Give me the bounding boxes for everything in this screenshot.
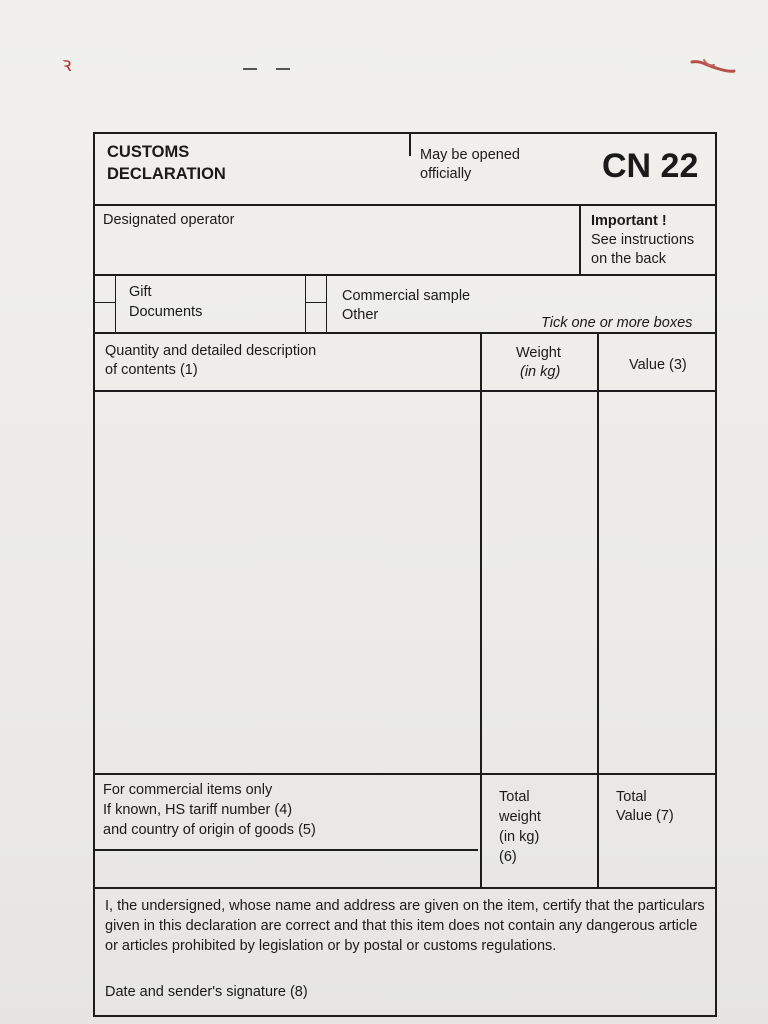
divider bbox=[95, 274, 715, 276]
total-weight-line2: weight bbox=[499, 809, 541, 825]
tick-boxes-hint: Tick one or more boxes bbox=[541, 315, 693, 331]
divider bbox=[597, 332, 599, 888]
divider bbox=[95, 204, 715, 206]
commercial-items-line1: For commercial items only bbox=[103, 782, 273, 798]
gift-label: Gift bbox=[129, 284, 152, 300]
commercial-sample-label: Commercial sample bbox=[342, 288, 471, 304]
pencil-dash bbox=[276, 68, 290, 70]
divider bbox=[95, 887, 715, 889]
contents-description-field[interactable] bbox=[97, 392, 479, 772]
value-field[interactable] bbox=[600, 392, 715, 772]
divider bbox=[579, 206, 581, 274]
total-value-line2: Value (7) bbox=[616, 808, 674, 824]
commercial-sample-checkbox[interactable] bbox=[305, 274, 327, 303]
signature-label: Date and sender's signature (8) bbox=[105, 984, 308, 1000]
form-title-line1: CUSTOMS bbox=[107, 143, 190, 161]
may-be-opened-line2: officially bbox=[420, 166, 472, 182]
signature-field[interactable] bbox=[97, 980, 713, 1015]
cn22-form bbox=[93, 132, 717, 1017]
documents-label: Documents bbox=[129, 304, 203, 320]
red-ink-smudge bbox=[690, 56, 736, 76]
see-instructions-line2: on the back bbox=[591, 251, 666, 267]
important-label: Important ! bbox=[591, 213, 667, 229]
declaration-text: I, the undersigned, whose name and address are given on the item, certify that the particulars given in this declaration are correct and that this item does not contain any dangerous article or articles prohibited by legislation or by postal or customs regulations. bbox=[105, 898, 705, 954]
total-weight-line1: Total bbox=[499, 789, 530, 805]
divider bbox=[95, 773, 715, 775]
gift-checkbox[interactable] bbox=[94, 274, 116, 303]
divider bbox=[409, 134, 411, 156]
total-value-line1: Total bbox=[616, 789, 647, 805]
contents-description-line1: Quantity and detailed description bbox=[105, 343, 317, 359]
designated-operator-field[interactable] bbox=[97, 232, 577, 272]
designated-operator-label: Designated operator bbox=[103, 212, 235, 228]
commercial-items-line3: and country of origin of goods (5) bbox=[103, 822, 316, 838]
form-code: CN 22 bbox=[602, 147, 699, 185]
weight-label-line1: Weight bbox=[516, 345, 561, 361]
value-label: Value (3) bbox=[629, 357, 687, 373]
hs-tariff-country-field[interactable] bbox=[97, 851, 479, 886]
documents-checkbox[interactable] bbox=[94, 302, 116, 333]
pen-mark: ꝛ bbox=[62, 52, 72, 76]
total-weight-line4: (6) bbox=[499, 849, 517, 865]
form-title-line2: DECLARATION bbox=[107, 165, 226, 183]
other-label: Other bbox=[342, 307, 379, 323]
divider bbox=[480, 332, 482, 888]
weight-field[interactable] bbox=[483, 392, 596, 772]
pencil-dash bbox=[243, 68, 257, 70]
commercial-items-line2: If known, HS tariff number (4) bbox=[103, 802, 293, 818]
may-be-opened-line1: May be opened bbox=[420, 147, 520, 163]
weight-label-line2: (in kg) bbox=[520, 364, 561, 380]
total-weight-line3: (in kg) bbox=[499, 829, 540, 845]
contents-description-line2: of contents (1) bbox=[105, 362, 198, 378]
other-checkbox[interactable] bbox=[305, 302, 327, 333]
see-instructions-line1: See instructions bbox=[591, 232, 695, 248]
